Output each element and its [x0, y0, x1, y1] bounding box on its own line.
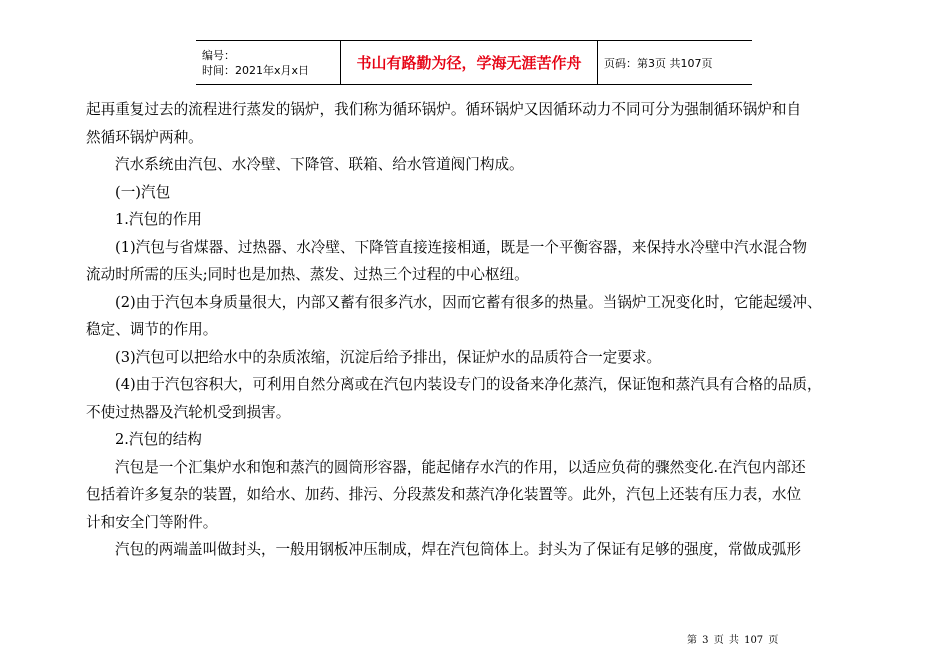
- body-line: 汽水系统由汽包、水冷壁、下降管、联箱、给水管道阀门构成。: [115, 156, 524, 173]
- document-body: [86, 96, 881, 564]
- body-line: 汽包是一个汇集炉水和饱和蒸汽的圆筒形容器，能起储存水汽的作用，以适应负荷的骤然变化.在汽包内部还: [115, 458, 806, 476]
- header-motto: 书山有路勤为径，学海无涯苦作舟: [340, 41, 598, 84]
- page-header: [196, 40, 752, 85]
- body-line: 计和安全门等附件。: [86, 513, 218, 531]
- body-line: 流动时所需的压头;同时也是加热、蒸发、过热三个过程的中心枢纽。: [86, 266, 529, 283]
- body-line: (4)由于汽包容积大，可利用自然分离或在汽包内装设专门的设备来净化蒸汽，保证饱和蒸汽具有合格的品质，: [115, 376, 822, 393]
- body-line: (3)汽包可以把给水中的杂质浓缩，沉淀后给予排出，保证炉水的品质符合一定要求。: [115, 348, 662, 366]
- body-line: 包括着许多复杂的装置，如给水、加药、排污、分段蒸发和蒸汽净化装置等。此外，汽包上还装有压力表，水位: [86, 486, 802, 503]
- subsection-heading: 2.汽包的结构: [115, 431, 202, 448]
- body-line: 汽包的两端盖叫做封头，一般用钢板冲压制成，焊在汽包筒体上。封头为了保证有足够的强度，常做成弧形: [115, 541, 801, 558]
- body-line: (2)由于汽包本身质量很大，内部又蓄有很多汽水，因而它蓄有很多的热量。当锅炉工况变化时，它能起缓冲、: [115, 293, 822, 311]
- serial-label: 编号：: [202, 48, 235, 62]
- subsection-heading: 1.汽包的作用: [115, 211, 202, 228]
- body-line: 然循环锅炉两种。: [86, 128, 203, 146]
- time-label: 时间：2021年x月x日: [202, 63, 310, 77]
- header-meta: [196, 41, 340, 84]
- body-line: 起再重复过去的流程进行蒸发的锅炉，我们称为循环锅炉。循环锅炉又因循环动力不同可分为强制循环锅炉和自: [86, 101, 802, 118]
- body-line: 稳定、调节的作用。: [86, 321, 218, 338]
- header-page-info: 页码：第3页 共107页: [604, 56, 713, 70]
- body-line: (1)汽包与省煤器、过热器、水冷壁、下降管直接连接相通，既是一个平衡容器，来保持水冷壁中汽水混合物: [115, 238, 807, 256]
- section-heading: (一)汽包: [115, 183, 171, 201]
- page-footer: 第 3 页 共 107 页: [687, 635, 779, 646]
- body-line: 不使过热器及汽轮机受到损害。: [86, 403, 291, 421]
